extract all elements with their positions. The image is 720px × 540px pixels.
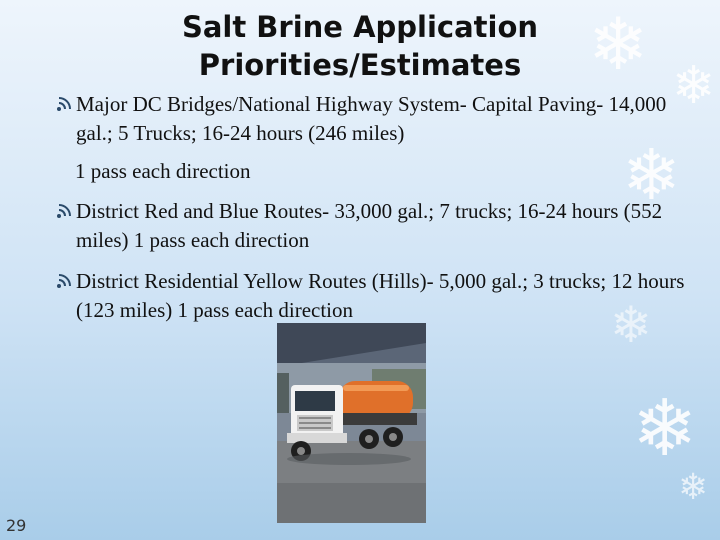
bullet-item-bridges [56,90,696,148]
slide-title-line-1: Salt Brine Application [181,10,539,44]
continuation-text: 1 pass each direction [75,159,251,183]
bullet-item-yellow-routes [56,267,696,325]
brine-truck-photo [277,323,426,523]
slide-title-line-2: Priorities/Estimates [198,48,522,82]
snowflake-icon: ❄ [622,134,681,216]
snowflake-icon: ❄ [610,296,652,354]
snowflake-icon: ❄ [588,2,649,86]
orange-brine-tanker-truck [277,323,426,523]
bullet-text: Major DC Bridges/National Highway System- Capital Paving- 14,000 gal.; 5 Trucks; 16-24 hours (246 miles) [76,92,667,145]
wifi-arc-bullet-icon [56,94,74,112]
snowflake-icon: ❄ [672,56,716,116]
bullet-text: District Residential Yellow Routes (Hills)- 5,000 gal.; 3 trucks; 12 hours (123 miles) 1 pass each direction [76,269,685,322]
wifi-arc-bullet-icon [56,271,74,289]
snowflake-icon: ❄ [678,467,709,508]
snowflake-icon: ❄ [632,384,698,474]
slide-title [120,8,600,84]
bullet-item-red-blue-routes [56,197,696,255]
bullet-text: District Red and Blue Routes- 33,000 gal.; 7 trucks; 16-24 hours (552 miles) 1 pass each direction [76,199,663,252]
slide-number: 29 [6,516,27,535]
wifi-arc-bullet-icon [56,201,74,219]
